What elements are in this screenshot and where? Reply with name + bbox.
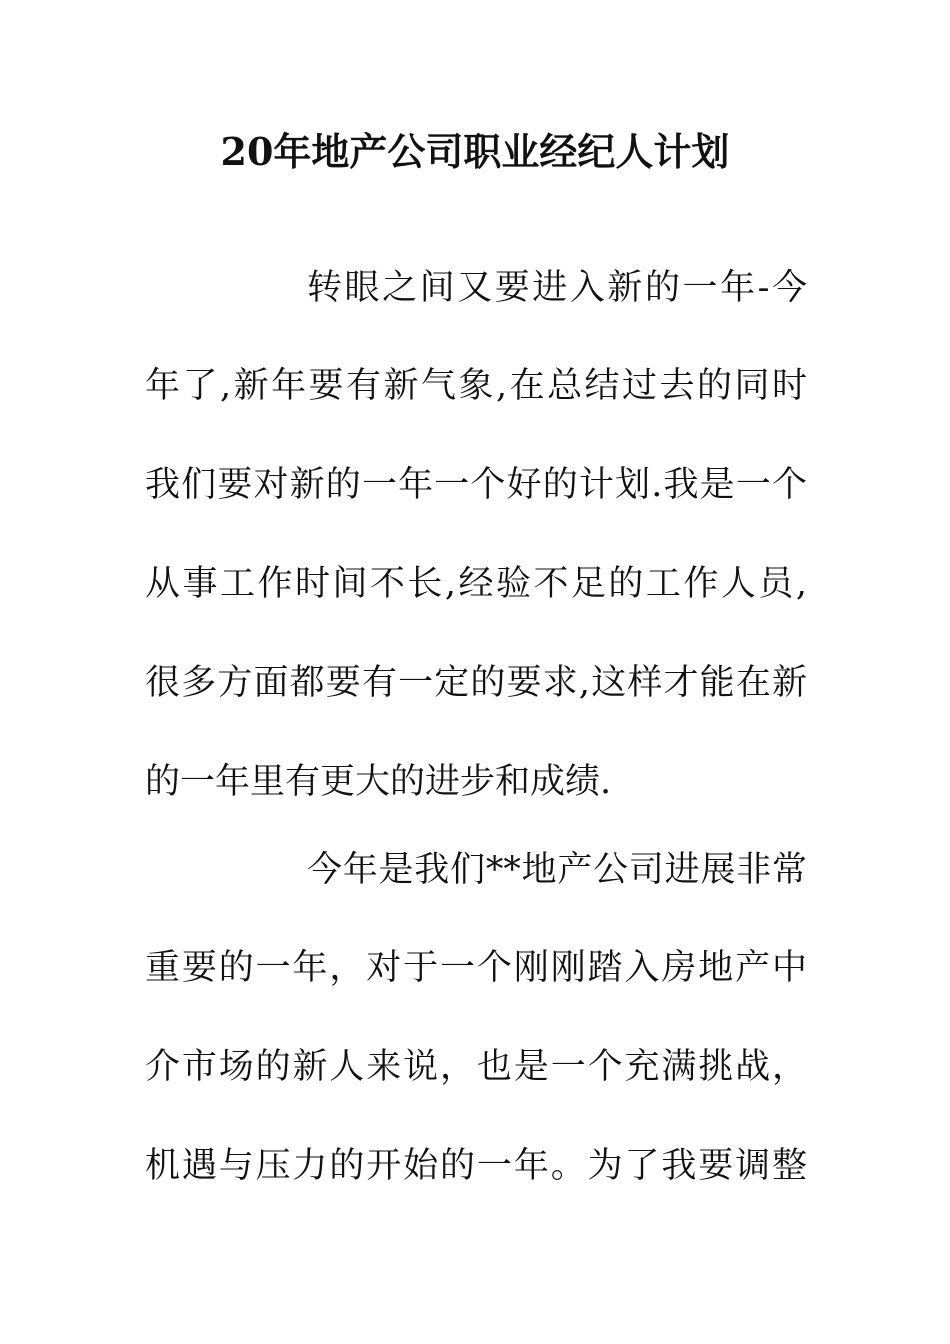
paragraph-line: 很多方面都要有一定的要求,这样才能在新 xyxy=(145,663,807,703)
paragraph-line: 我们要对新的一年一个好的计划.我是一个 xyxy=(145,465,807,505)
paragraph-line: 机遇与压力的开始的一年。为了我要调整 xyxy=(145,1146,807,1186)
paragraph-line: 介市场的新人来说，也是一个充满挑战， xyxy=(145,1047,807,1087)
paragraph-line: 转眼之间又要进入新的一年-今 xyxy=(307,268,807,308)
paragraph-line: 今年是我们**地产公司进展非常 xyxy=(307,850,807,890)
document-title: 20年地产公司职业经纪人计划 xyxy=(220,129,730,174)
paragraph-line: 年了,新年要有新气象,在总结过去的同时 xyxy=(145,366,807,406)
paragraph-line: 的一年里有更大的进步和成绩. xyxy=(145,762,612,802)
paragraph-line: 重要的一年，对于一个刚刚踏入房地产中 xyxy=(145,948,807,988)
paragraph-line: 从事工作时间不长,经验不足的工作人员, xyxy=(145,564,807,604)
